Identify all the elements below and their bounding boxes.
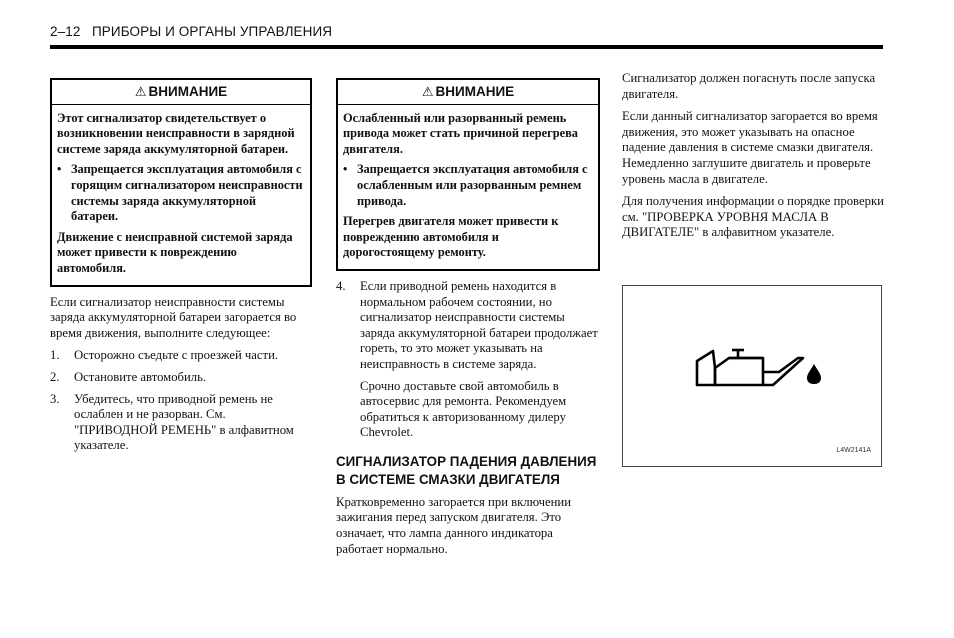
paragraph: Сигнализатор должен погаснуть после запуска двигателя. xyxy=(622,71,876,101)
warning-triangle-icon: ⚠ xyxy=(134,84,147,99)
oil-can-icon xyxy=(623,286,881,466)
paragraph: Если данный сигнализатор загорается во время движения, это может указывать на опасное падение давления в системе смазки двигателя. Немедленно заглушите двигатель и проверьте уровень масла в двигателе. xyxy=(622,109,878,186)
list-item: 3. Убедитесь, что приводной ремень не ослаблен и не разорван. См. "ПРИВОДНОЙ РЕМЕНЬ" в алфавитном указателе. xyxy=(50,391,294,453)
warning-title: ⚠ ВНИМАНИЕ xyxy=(338,80,598,105)
paragraph: Для получения информации о порядке проверки см. "ПРОВЕРКА УРОВНЯ МАСЛА В ДВИГАТЕЛЕ" в алфавитном указателе. xyxy=(622,194,884,240)
step-note: Срочно доставьте свой автомобиль в автосервис для ремонта. Рекомендуем обратиться к авторизованному дилеру Chevrolet. xyxy=(360,378,567,440)
warning-intro: Этот сигнализатор свидетельствует о возникновении неисправности в зарядной системе заряда аккумуляторной батареи. xyxy=(57,110,295,156)
warning-body xyxy=(338,105,598,269)
paragraph: Кратковременно загорается при включении зажигания перед запуском двигателя. Это означает, что лампа данного индикатора работает нормально. xyxy=(336,494,572,556)
bullet-icon: • xyxy=(57,162,62,177)
section-title: ПРИБОРЫ И ОРГАНЫ УПРАВЛЕНИЯ xyxy=(92,24,333,39)
page-header xyxy=(50,24,332,39)
list-item: 4. Если приводной ремень находится в нормальном рабочем состоянии, но сигнализатор неисправности системы заряда аккумуляторной батареи продолжает гореть, то это может указывать на неисправность в системе заряда. xyxy=(336,278,598,371)
warning-bullet: • Запрещается эксплуатация автомобиля с горящим сигнализатором неисправности системы заряда аккумуляторной батареи. xyxy=(57,162,303,224)
steps-list xyxy=(336,279,600,373)
column-2 xyxy=(336,78,600,564)
warning-triangle-icon: ⚠ xyxy=(421,84,434,99)
warning-title: ⚠ ВНИМАНИЕ xyxy=(52,80,310,105)
figure-label: L4W2141A xyxy=(836,447,871,454)
page-number: 2–12 xyxy=(50,24,81,39)
warning-intro: Ослабленный или разорванный ремень привода может стать причиной перегрева двигателя. xyxy=(343,110,578,156)
section-heading: СИГНАЛИЗАТОР ПАДЕНИЯ ДАВЛЕНИЯ В СИСТЕМЕ СМАЗКИ ДВИГАТЕЛЯ xyxy=(336,453,597,487)
steps-list xyxy=(50,348,312,454)
column-3 xyxy=(622,71,884,248)
list-item: 2. Остановите автомобиль. xyxy=(50,369,207,384)
warning-box xyxy=(50,78,312,287)
list-item: 1. Осторожно съедьте с проезжей части. xyxy=(50,348,279,363)
paragraph: Если сигнализатор неисправности системы заряда аккумуляторной батареи загорается во время движения, выполните следующее: xyxy=(50,294,297,340)
warning-outro: Перегрев двигателя может привести к повреждению автомобиля и дорогостоящему ремонту. xyxy=(343,214,559,260)
bullet-icon: • xyxy=(343,162,348,177)
warning-outro: Движение с неисправной системой заряда может привести к повреждению автомобиля. xyxy=(57,229,293,275)
column-1 xyxy=(50,78,312,460)
warning-bullet: • Запрещается эксплуатация автомобиля с ослабленным или разорванным ремнем привода. xyxy=(343,162,588,208)
header-rule xyxy=(50,45,883,49)
warning-body xyxy=(52,105,310,285)
oil-pressure-figure xyxy=(622,285,882,467)
warning-box xyxy=(336,78,600,271)
